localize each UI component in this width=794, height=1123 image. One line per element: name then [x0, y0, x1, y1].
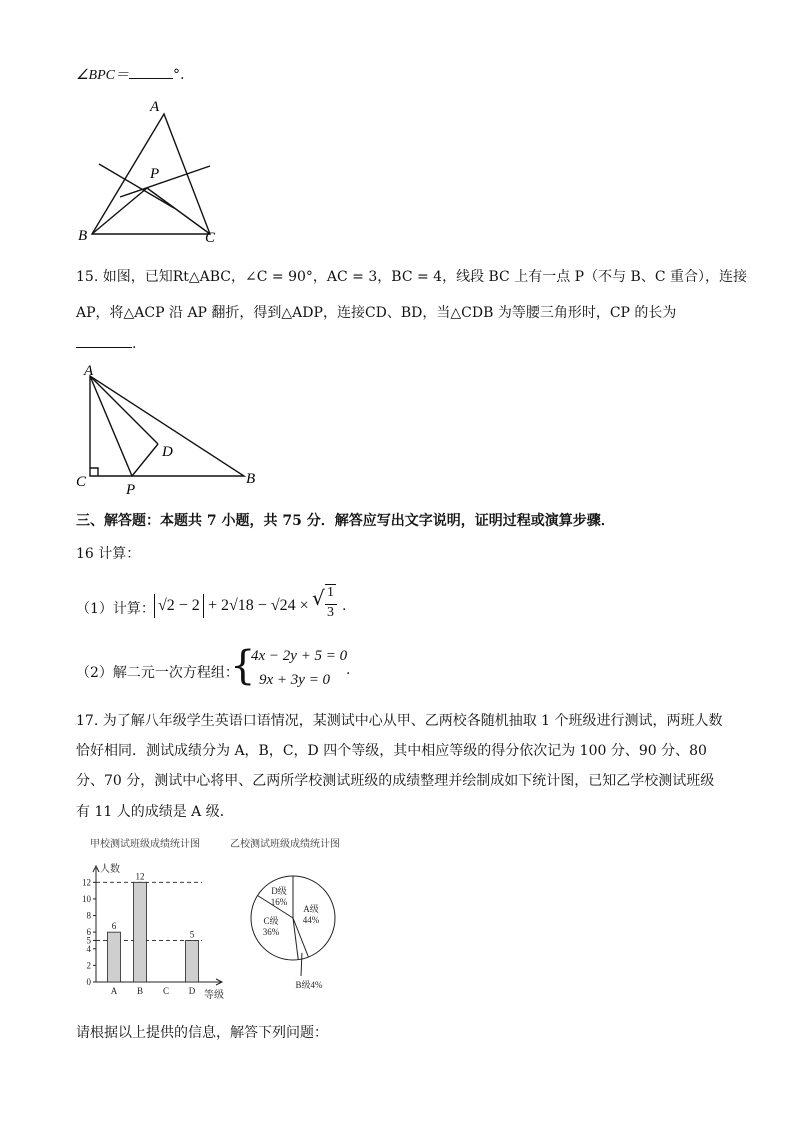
- bar-chart-title: 甲校测试班级成绩统计图: [90, 839, 200, 850]
- right-angle-mark: [90, 468, 98, 476]
- q17-line-2: 恰好相同．测试成绩分为 A，B，C，D 四个等级，其中相应等级的得分依次记为 100 分、90 分、80: [76, 743, 707, 759]
- pie-chart: [240, 858, 350, 998]
- bisector-line-2: [120, 166, 210, 197]
- label-a: A: [150, 99, 160, 115]
- label-d: D: [162, 444, 173, 460]
- slice-label: 16%: [270, 897, 288, 907]
- y-axis-label: 人数: [100, 864, 120, 875]
- bar-value-label: 5: [189, 929, 195, 940]
- q14-answer-line: [76, 64, 184, 84]
- bisector-line-1: [99, 164, 174, 208]
- slice-label: D级: [271, 886, 287, 896]
- angle-label: ∠BPC＝: [76, 68, 129, 83]
- segment-pb: [92, 188, 147, 234]
- x-tick-label: C: [162, 986, 170, 996]
- q15-line-1: 15. 如图，已知Rt△ABC，∠C = 90°，AC = 3，BC = 4，线段 BC 上有一点 P（不与 B、C 重合），连接: [76, 269, 747, 285]
- answer-blank: [76, 347, 132, 348]
- triangle-acb: [90, 376, 244, 476]
- q16-title: 16 计算：: [76, 546, 141, 562]
- bar-value-label: 12: [135, 871, 145, 882]
- brace: {: [230, 643, 256, 689]
- q15-line-2: AP，将△ACP 沿 AP 翻折，得到△ADP，连接CD、BD，当△CDB 为等腰三角形时，CP 的长为: [76, 305, 677, 321]
- label-c: C: [76, 474, 87, 490]
- slice-label: 44%: [302, 915, 320, 925]
- q17-line-4: 有 11 人的成绩是 A 级．: [76, 804, 234, 820]
- slice-label: A级: [303, 904, 319, 914]
- figure-14: [74, 94, 224, 246]
- q17-prompt: 请根据以上提供的信息，解答下列问题：: [76, 1025, 328, 1041]
- bar: [186, 940, 199, 982]
- slice-label: B级4%: [295, 980, 323, 990]
- sqrt-sign: √: [312, 586, 325, 610]
- label-p: P: [150, 166, 160, 182]
- label-p: P: [126, 482, 136, 498]
- answer-blank: [129, 78, 173, 79]
- bar: [108, 932, 121, 982]
- equation-2: 9x + 3y = 0: [259, 672, 331, 688]
- x-tick-label: D: [188, 986, 196, 996]
- pie-chart-title: 乙校测试班级成绩统计图: [230, 839, 340, 850]
- q17-line-1: 17. 为了解八年级学生英语口语情况，某测试中心从甲、乙两校各随机抽取 1 个班级进行测试，两班人数: [76, 713, 723, 729]
- y-tick-label: 6: [86, 927, 91, 938]
- unit: °.: [173, 67, 185, 83]
- abs-value: √2 − 2: [154, 594, 204, 618]
- part-1-end: .: [342, 598, 347, 614]
- frac-num: 1: [327, 585, 334, 600]
- label-b: B: [78, 228, 88, 244]
- segment-ap: [90, 376, 132, 476]
- x-tick-label: A: [110, 986, 118, 996]
- y-tick-label: 2: [86, 960, 91, 971]
- label-c: C: [205, 230, 216, 246]
- q17-line-3: 分、70 分，测试中心将甲、乙两所学校测试班级的成绩整理并绘制成如下统计图，已知乙学校测试班级: [76, 773, 715, 789]
- part-2-label: （2）解二元一次方程组：: [76, 665, 239, 681]
- equation-1: 4x − 2y + 5 = 0: [251, 648, 348, 664]
- y-tick-label: 12: [82, 877, 91, 888]
- part-1-label: （1）计算：: [76, 601, 155, 617]
- segment-ad: [90, 376, 158, 444]
- bar: [134, 882, 147, 982]
- label-a: A: [84, 363, 94, 379]
- q15-answer-line: [76, 336, 136, 352]
- section-heading: 三、解答题：本题共 7 小题，共 75 分．解答应写出文字说明，证明过程或演算步骤．: [76, 513, 615, 529]
- q16-part-2: [76, 643, 396, 694]
- figure-15: [74, 362, 264, 498]
- x-tick-label: B: [136, 986, 144, 996]
- y-tick-label: 4: [86, 943, 91, 954]
- y-tick-label: 0: [86, 977, 91, 987]
- part-2-end: .: [346, 662, 351, 678]
- y-tick-label: 5: [86, 935, 91, 946]
- bar-chart: [72, 860, 242, 1000]
- y-tick-label: 8: [86, 910, 91, 921]
- x-axis-label: 等级: [204, 990, 224, 1000]
- slice-label: 36%: [262, 927, 280, 937]
- frac-den: 3: [327, 605, 334, 620]
- q15-end: .: [132, 336, 137, 352]
- bar-value-label: 6: [111, 921, 117, 932]
- segment-pd: [132, 444, 158, 476]
- y-tick-label: 10: [82, 893, 91, 904]
- slice-label: C级: [263, 916, 279, 926]
- expression-rest: + 2√18 − √24 ×: [208, 597, 309, 614]
- label-b: B: [246, 471, 256, 487]
